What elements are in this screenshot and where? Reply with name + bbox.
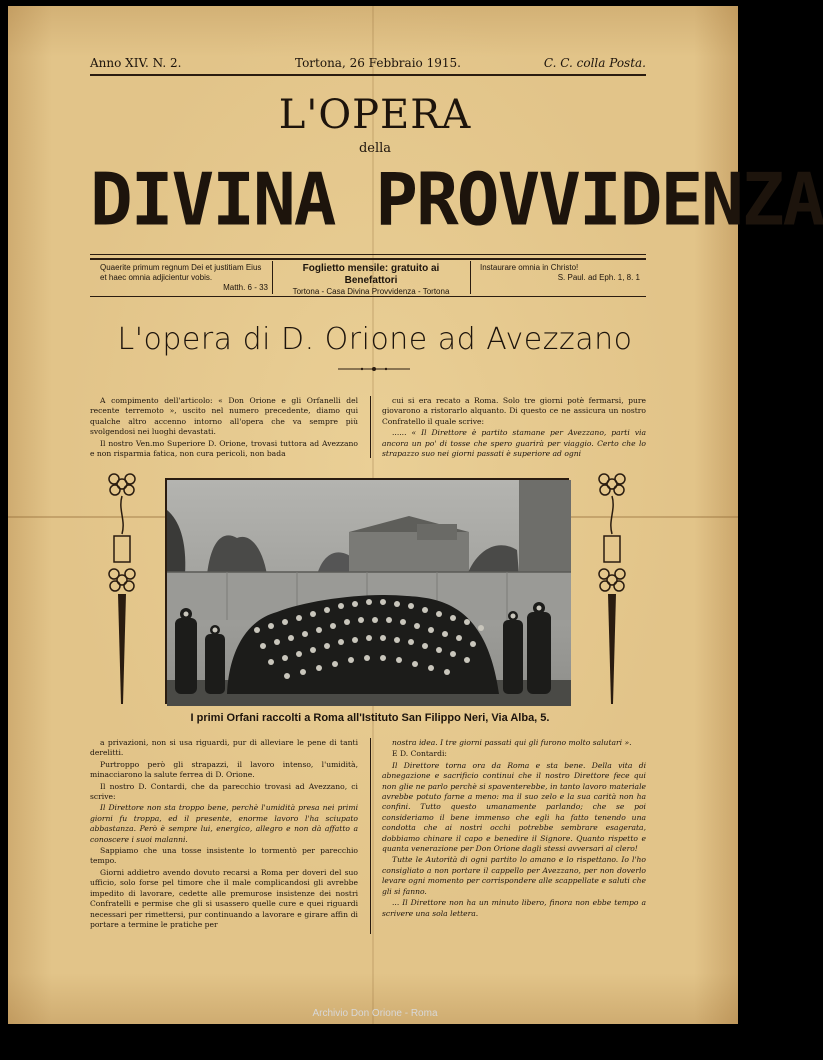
paragraph: Tutte le Autorità di ogni partito lo amano e lo rispettano. Io l'ho consigliato a non portare il cappello per Avezzano, per non doverlo levare ogni momento per corrispondere alle scappellate e saluti che gli si fanno. [382,855,646,896]
instaurare-motto: Instaurare omnia in Christo! [480,263,579,272]
issue-date: Tortona, 26 Febbraio 1915. [295,56,461,70]
paragraph: Purtroppo però gli strapazzi, il lavoro intenso, l'umidità, minacciarono la salute ferrea di D. Orione. [90,759,358,780]
motto-line: et haec omnia adjicientur vobis. [100,273,213,282]
paragraph: cui si era recato a Roma. Solo tre giorni potè fermarsi, pure giovarono a ristorarlo alquanto. Di questo ce ne assicura un nostro Confratello il quale scrive: [382,396,646,426]
subheader-separator [470,261,471,294]
motto-box [100,263,268,293]
paragraph: Sappiamo che una tosse insistente lo tormentò per parecchio tempo. [90,846,358,866]
archive-credit: Archivio Don Orione - Roma [312,1008,438,1019]
motto-line: Quaerite primum regnum Dei et justitiam Eius [100,263,262,272]
subheader-separator [272,261,273,294]
issue-number: Anno XIV. N. 2. [90,56,182,70]
column-separator [370,738,371,934]
postal-note: C. C. colla Posta. [543,56,646,70]
paragraph: Il nostro Ven.mo Superiore D. Orione, trovasi tuttora ad Avezzano e non risparmia fatica, non cura pericoli, non bada [90,438,358,459]
article-column-1 [90,396,358,460]
article-headline: L'opera di D. Orione ad Avezzano [117,322,633,357]
newspaper-title: DIVINA PROVVIDENZA [90,157,823,242]
subheader-rule-bottom [90,296,646,297]
subheader-rule-thick [90,258,646,260]
instaurare-citation: S. Paul. ad Eph. 1, 8. 1 [557,273,640,282]
bulletin-title: Foglietto mensile: gratuito ai Benefattori [302,263,440,286]
paragraph: E D. Contardi: [392,749,447,759]
instaurare-box [480,263,640,283]
paragraph: nostra idea. I tre giorni passati qui gli furono molto salutari ». [392,738,632,747]
column-separator [370,396,371,458]
paragraph: A compimento dell'articolo: « Don Orione e gli Orfanelli del recente terremoto », uscito nel numero precedente, diamo qui qualche altro accenno intorno all'opera che va sempre più svolgendosi nei luoghi devastati. [90,396,358,437]
motto-citation: Matth. 6 - 33 [223,283,268,292]
paragraph: ...... « Il Direttore è partito stamane per Avezzano, parti via ancora un po' di tosse che spero guarirà per viaggio. Certo che lo strapazzo suo nei giorni passati è superiore ad ogni [382,428,646,459]
paragraph: Il nostro D. Contardi, che da parecchio trovasi ad Avezzano, ci scrive: [90,781,358,802]
orphans-group-photo [165,478,569,704]
subheader-rule-top [90,254,646,255]
title-line-opera: L'OPERA [278,92,472,138]
article-column-3 [90,738,358,931]
paragraph: Il Direttore non sta troppo bene, perchè l'umidità presa nei primi giorni fu troppa, ed il presente, enorme lavoro l'ha sciupato abbastanza. Però è sempre lui, energico, allegro e non dà affatto a conoscere i suoi malanni. [90,803,358,844]
photo-scene [167,480,571,706]
bulletin-box [278,263,464,297]
paragraph: Giorni addietro avendo dovuto recarsi a Roma per doveri del suo ufficio, solo forse pel timore che il male complicandosi gli avrebbe impedito di lavorare, cedette alle premurose insistenze dei nostri Confratelli e permise che gli si usassero quelle cure e quei riguardi necessari per rimettersi, pur continuando a lavorare e girare affin di portare a termine le pratiche per [90,867,358,929]
article-column-2 [382,396,646,460]
photo-caption: I primi Orfani raccolti a Roma all'Istituto San Filippo Neri, Via Alba, 5. [190,712,550,724]
paragraph: ... Il Direttore non ha un minuto libero, finora non ebbe tempo a scrivere una sola lettera. [382,898,646,918]
bulletin-address: Tortona - Casa Divina Provvidenza - Tortona [292,287,450,296]
headline-ornament [338,366,410,372]
masthead-rule [90,74,646,76]
art-nouveau-ornament-icon [104,470,140,710]
art-nouveau-ornament-icon [594,470,630,710]
paragraph: Il Direttore torna ora da Roma e sta bene. Della vita di abnegazione e sacrificio continui che il nostro Direttore fece qui non glie ne parlo perchè si spaventerebbe, in tanto lavoro materiale avrebbe potuto farne a meno: ma il suo zelo e la sua carità non ha confini. Tutto questo umanamente parlando; che se poi consideriamo il bene immenso che egli ha fatto tenendo una condotta che ai nostri occhi potrebbe sembrare esagerata, dobbiamo chinare il capo e benedire il Signore. Quanto rispetto e quanta venerazione per Don Orione dagli stessi avversari al clero! [382,760,646,854]
masthead-topline [90,56,646,74]
article-column-4 [382,738,646,920]
title-line-della: della [358,141,392,156]
paragraph: a privazioni, non si usa riguardi, pur di alleviare le pene di tanti derelitti. [90,738,358,758]
